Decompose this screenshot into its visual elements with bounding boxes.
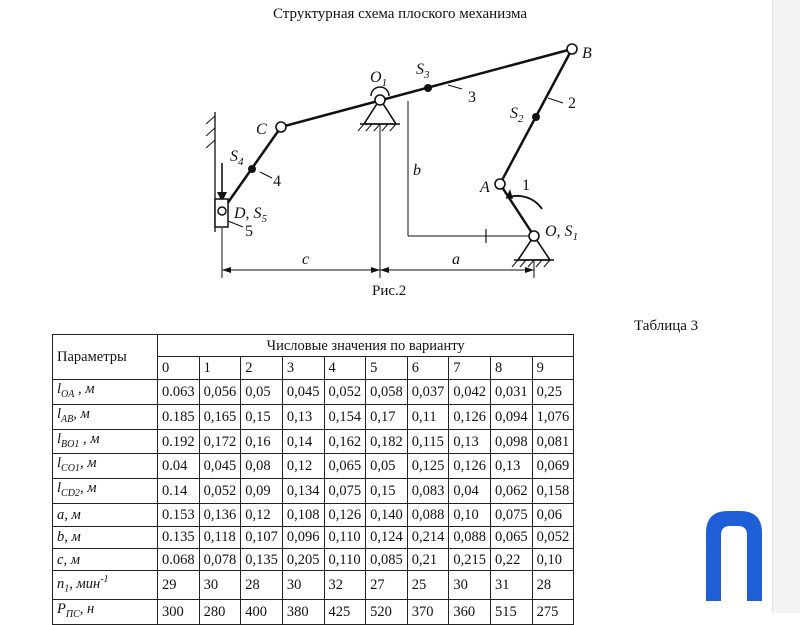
table-cell: 0,069 xyxy=(532,454,574,479)
label-S4: $S_4$ xyxy=(230,148,244,168)
table-row xyxy=(53,600,574,625)
brand-logo-icon xyxy=(700,505,766,605)
table-cell: 0,115 xyxy=(407,429,449,454)
table-cell: 0,065 xyxy=(491,526,533,548)
variant-header: 7 xyxy=(449,357,491,379)
param-name: $l_{AB}$, м xyxy=(53,404,158,429)
label-link-1: 1 xyxy=(522,177,530,194)
table-cell: 0,045 xyxy=(199,454,241,479)
table-cell: 360 xyxy=(449,600,491,625)
table-cell: 0,065 xyxy=(324,454,366,479)
table-cell: 0,135 xyxy=(241,549,283,571)
figure-caption: Рис.2 xyxy=(372,283,407,299)
label-link-3: 3 xyxy=(468,89,476,106)
label-dim-c: c xyxy=(302,251,310,268)
label-C: C xyxy=(256,121,267,138)
table-cell: 0,140 xyxy=(366,504,408,526)
table-cell: 0,110 xyxy=(324,549,366,571)
table-cell: 0,205 xyxy=(282,549,324,571)
table-row xyxy=(53,404,574,429)
table-cell: 0.068 xyxy=(158,549,200,571)
table-cell: 0,052 xyxy=(324,379,366,404)
table-cell: 370 xyxy=(407,600,449,625)
parameters-table xyxy=(52,334,574,625)
table-cell: 0,09 xyxy=(241,479,283,504)
joint-O xyxy=(529,231,539,241)
joint-D xyxy=(218,207,226,215)
table-cell: 0,075 xyxy=(324,479,366,504)
table-cell: 0,158 xyxy=(532,479,574,504)
table-row xyxy=(53,526,574,548)
table-cell: 0,045 xyxy=(282,379,324,404)
variant-header: 1 xyxy=(199,357,241,379)
table-cell: 425 xyxy=(324,600,366,625)
table-cell: 28 xyxy=(241,571,283,600)
joint-B xyxy=(567,44,577,54)
label-O1: $O_1$ xyxy=(370,69,388,89)
variant-header: 3 xyxy=(282,357,324,379)
variant-header: 0 xyxy=(158,357,200,379)
table-cell: 30 xyxy=(449,571,491,600)
table-row xyxy=(53,504,574,526)
table-cell: 0,088 xyxy=(449,526,491,548)
table-cell: 0,21 xyxy=(407,549,449,571)
table-cell: 0,10 xyxy=(532,549,574,571)
table-cell: 0,13 xyxy=(282,404,324,429)
table-cell: 31 xyxy=(491,571,533,600)
table-cell: 28 xyxy=(532,571,574,600)
param-name: a, м xyxy=(53,504,158,526)
table-cell: 0,13 xyxy=(491,454,533,479)
param-name: $l_{OA}$ , м xyxy=(53,379,158,404)
table-cell: 0,08 xyxy=(241,454,283,479)
table-cell: 0,126 xyxy=(449,454,491,479)
table-cell: 0.192 xyxy=(158,429,200,454)
table-cell: 0,056 xyxy=(199,379,241,404)
label-link-4: 4 xyxy=(273,173,281,190)
table-cell: 0,052 xyxy=(532,526,574,548)
variant-header: 6 xyxy=(407,357,449,379)
variant-header: 8 xyxy=(491,357,533,379)
table-cell: 0,15 xyxy=(366,479,408,504)
table-cell: 300 xyxy=(158,600,200,625)
label-O-S1: O, $S_1$ xyxy=(545,223,579,243)
table-cell: 0,037 xyxy=(407,379,449,404)
table-label: Таблица 3 xyxy=(634,318,699,334)
table-cell: 0,06 xyxy=(532,504,574,526)
table-cell: 0,12 xyxy=(241,504,283,526)
table-cell: 30 xyxy=(282,571,324,600)
table-cell: 0,042 xyxy=(449,379,491,404)
table-cell: 0,118 xyxy=(199,526,241,548)
table-cell: 0,088 xyxy=(407,504,449,526)
table-cell: 0,081 xyxy=(532,429,574,454)
variant-header: 4 xyxy=(324,357,366,379)
table-cell: 0,108 xyxy=(282,504,324,526)
table-row xyxy=(53,379,574,404)
param-name: c, м xyxy=(53,549,158,571)
param-name: b, м xyxy=(53,526,158,548)
table-cell: 0,162 xyxy=(324,429,366,454)
table-cell: 0,126 xyxy=(449,404,491,429)
param-name: $l_{CO1}$, м xyxy=(53,454,158,479)
table-cell: 0,125 xyxy=(407,454,449,479)
table-row xyxy=(53,571,574,600)
table-cell: 275 xyxy=(532,600,574,625)
label-A: A xyxy=(480,179,490,196)
mass-center-S4 xyxy=(248,165,256,173)
table-cell: 0,12 xyxy=(282,454,324,479)
page-title: Структурная схема плоского механизма xyxy=(273,6,527,22)
table-cell: 0.04 xyxy=(158,454,200,479)
table-cell: 0,16 xyxy=(241,429,283,454)
table-cell: 0,110 xyxy=(324,526,366,548)
table-cell: 0.153 xyxy=(158,504,200,526)
table-cell: 27 xyxy=(366,571,408,600)
variant-header: 9 xyxy=(532,357,574,379)
mechanism-diagram xyxy=(0,0,800,300)
table-cell: 0,136 xyxy=(199,504,241,526)
table-cell: 0,107 xyxy=(241,526,283,548)
param-name: $l_{CD2}$, м xyxy=(53,479,158,504)
table-cell: 0,085 xyxy=(366,549,408,571)
label-S2: $S_2$ xyxy=(510,105,524,125)
table-cell: 0,05 xyxy=(366,454,408,479)
table-row xyxy=(53,479,574,504)
table-cell: 0,052 xyxy=(199,479,241,504)
table-cell: 0,165 xyxy=(199,404,241,429)
label-dim-b: b xyxy=(413,162,421,179)
table-cell: 29 xyxy=(158,571,200,600)
joint-O1 xyxy=(375,95,385,105)
table-cell: 30 xyxy=(199,571,241,600)
table-cell: 0,25 xyxy=(532,379,574,404)
table-cell: 0.135 xyxy=(158,526,200,548)
table-cell: 0,14 xyxy=(282,429,324,454)
table-cell: 0,182 xyxy=(366,429,408,454)
table-cell: 520 xyxy=(366,600,408,625)
guide-hatching xyxy=(206,116,215,148)
table-cell: 0,11 xyxy=(407,404,449,429)
variant-header: 5 xyxy=(366,357,408,379)
param-name: $P_{ПС}$, н xyxy=(53,600,158,625)
table-cell: 0,031 xyxy=(491,379,533,404)
table-cell: 0,126 xyxy=(324,504,366,526)
table-row xyxy=(53,454,574,479)
table-cell: 0,096 xyxy=(282,526,324,548)
param-name: $l_{BO1}$ , м xyxy=(53,429,158,454)
mass-center-S3 xyxy=(424,84,432,92)
table-cell: 0.063 xyxy=(158,379,200,404)
joint-C xyxy=(276,122,286,132)
label-link-2: 2 xyxy=(568,95,576,112)
table-cell: 25 xyxy=(407,571,449,600)
table-cell: 0.14 xyxy=(158,479,200,504)
label-S3: $S_3$ xyxy=(416,61,430,81)
table-cell: 0,154 xyxy=(324,404,366,429)
table-cell: 0,134 xyxy=(282,479,324,504)
table-cell: 0,058 xyxy=(366,379,408,404)
table-cell: 380 xyxy=(282,600,324,625)
table-cell: 0,172 xyxy=(199,429,241,454)
table-cell: 400 xyxy=(241,600,283,625)
table-cell: 0,094 xyxy=(491,404,533,429)
table-cell: 0.185 xyxy=(158,404,200,429)
table-cell: 32 xyxy=(324,571,366,600)
param-header: Параметры xyxy=(53,335,158,380)
table-cell: 0,124 xyxy=(366,526,408,548)
table-cell: 0,10 xyxy=(449,504,491,526)
mass-center-S2 xyxy=(532,113,540,121)
table-cell: 0,083 xyxy=(407,479,449,504)
table-cell: 280 xyxy=(199,600,241,625)
label-dim-a: a xyxy=(452,251,460,268)
table-cell: 0,17 xyxy=(366,404,408,429)
table-cell: 0,04 xyxy=(449,479,491,504)
table-cell: 0,075 xyxy=(491,504,533,526)
param-name: $n_1$, мин$^{-1}$ xyxy=(53,571,158,600)
table-cell: 515 xyxy=(491,600,533,625)
table-cell: 0,215 xyxy=(449,549,491,571)
label-B: B xyxy=(582,45,592,62)
table-cell: 0,15 xyxy=(241,404,283,429)
table-cell: 1,076 xyxy=(532,404,574,429)
table-cell: 0,214 xyxy=(407,526,449,548)
table-cell: 0,13 xyxy=(449,429,491,454)
joint-A xyxy=(495,179,505,189)
table-cell: 0,098 xyxy=(491,429,533,454)
table-row xyxy=(53,429,574,454)
label-link-5: 5 xyxy=(245,223,253,240)
label-D-S5: D, $S_5$ xyxy=(234,205,268,225)
variant-header: 2 xyxy=(241,357,283,379)
table-cell: 0,062 xyxy=(491,479,533,504)
table-cell: 0,078 xyxy=(199,549,241,571)
table-cell: 0,05 xyxy=(241,379,283,404)
values-header: Числовые значения по варианту xyxy=(158,335,574,357)
table-row xyxy=(53,549,574,571)
table-cell: 0,22 xyxy=(491,549,533,571)
